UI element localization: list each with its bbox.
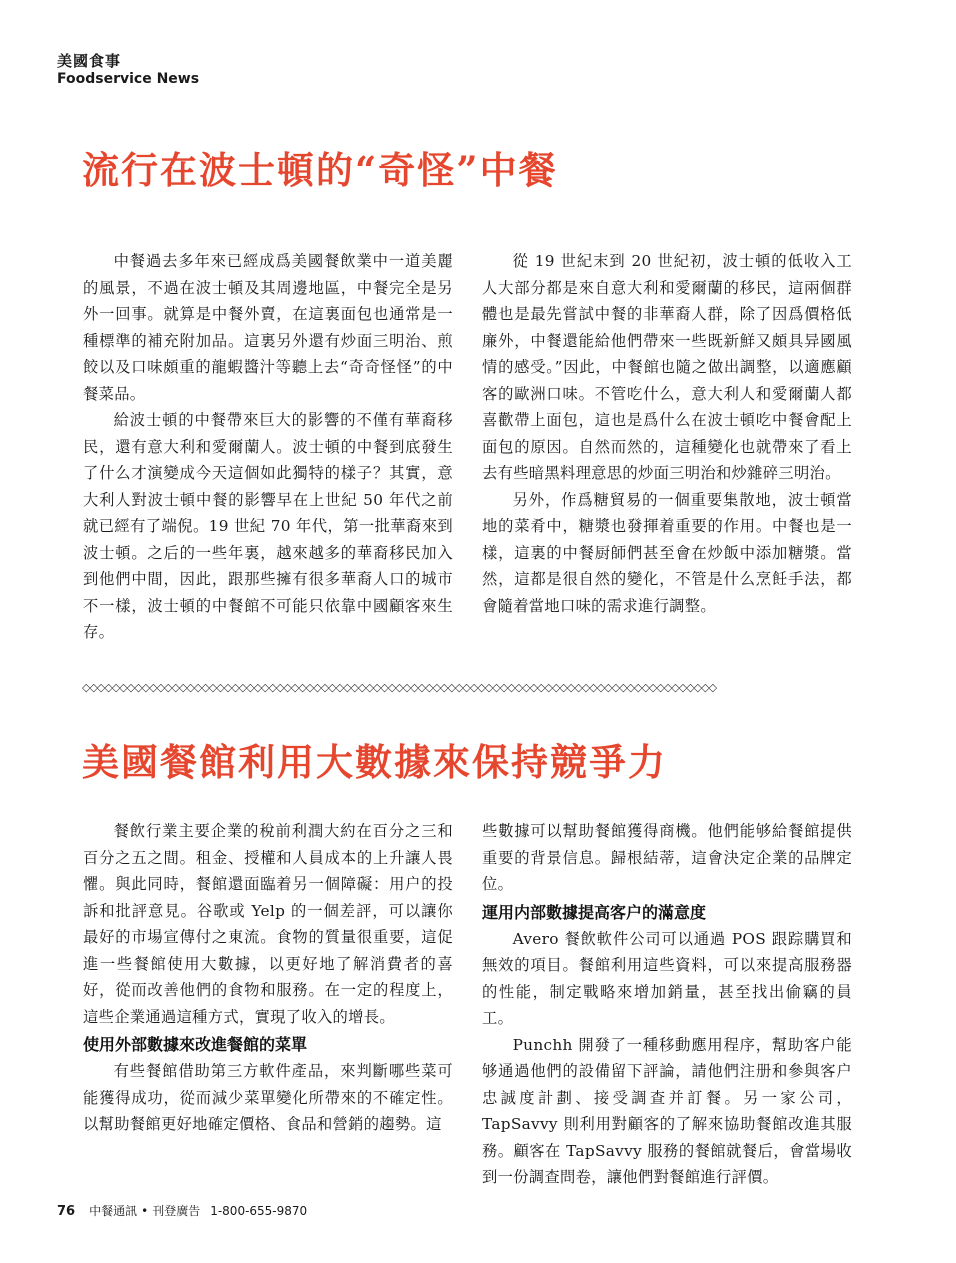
article-1-paragraph: 給波士頓的中餐帶來巨大的影響的不僅有華裔移民，還有意大利和愛爾蘭人。波士頓的中餐到底發生了什么才演變成今天這個如此獨特的樣子？其實，意大利人對波士頓中餐的影響早在上世紀 50 年代之前就已經有了端倪。19 世紀 70 年代，第一批華裔來到波士頓。之后的一些年裏，越來越多的華裔移民加入到他們中間，因此，跟那些擁有很多華裔人口的城市不一樣，波士頓的中餐館不可能只依靠中國顧客來生存。 <box>83 411 453 641</box>
article-2-column-left <box>83 818 453 1138</box>
article-1-paragraph: 從 19 世紀末到 20 世紀初，波士頓的低收入工人大部分都是來自意大利和愛爾蘭的移民，這兩個群體也是最先嘗試中餐的非華裔人群，除了因爲價格低廉外，中餐還能給他們帶來一些既新鮮又頗具异國風情的感受。”因此，中餐館也隨之做出調整，以適應顧客的歐洲口味。不管吃什么，意大利人和愛爾蘭人都喜歡帶上面包，這也是爲什么在波士頓吃中餐會配上面包的原因。自然而然的，這種變化也就帶來了看上去有些暗黑料理意思的炒面三明治和炒雜碎三明治。 <box>482 252 852 482</box>
section-name-chinese: 美國食事 <box>57 52 122 70</box>
article-1-column-left <box>83 248 453 646</box>
article-2-paragraph: Avero 餐飲軟件公司可以通過 POS 跟踪購買和無效的項目。餐館利用這些資料，可以來提高服務器的性能，制定戰略來增加銷量，甚至找出偷竊的員工。 <box>482 929 852 1027</box>
article-1-title: 流行在波士頓的“奇怪”中餐 <box>82 148 558 192</box>
section-header <box>57 52 199 88</box>
article-2-paragraph: Punchh 開發了一種移動應用程序，幫助客户能够通過他們的設備留下評論，請他們注册和參與客户忠誠度計劃、接受調查并訂餐。另一家公司，TapSavvy 則利用對顧客的了解來協助餐館改進其服務。顧客在 TapSavvy 服務的餐館就餐后，會當場收到一份調查問卷，讓他們對餐館進行評價。 <box>482 1035 852 1186</box>
diamond-divider: ◇◇◇◇◇◇◇◇◇◇◇◇◇◇◇◇◇◇◇◇◇◇◇◇◇◇◇◇◇◇◇◇◇◇◇◇◇◇◇◇◇◇◇◇◇◇◇◇◇◇◇◇◇◇◇◇◇◇◇◇◇◇◇◇◇◇◇◇◇◇◇◇◇◇◇◇◇◇◇◇◇◇◇◇◇ <box>82 681 717 694</box>
page-number: 76 <box>57 1204 76 1219</box>
section-name-english: Foodservice News <box>57 71 200 87</box>
article-1-column-right <box>482 248 852 619</box>
publication-name: 中餐通訊 <box>89 1204 138 1218</box>
article-1-paragraph: 另外，作爲糖貿易的一個重要集散地，波士頓當地的菜肴中，糖漿也發揮着重要的作用。中餐也是一樣，這裏的中餐厨師們甚至會在炒飯中添加糖漿。當然，這都是很自然的變化，不管是什么烹飪手法，都會隨着當地口味的需求進行調整。 <box>482 490 852 615</box>
article-2-paragraph: 些數據可以幫助餐館獲得商機。他們能够給餐館提供重要的背景信息。歸根結蒂，這會決定企業的品牌定位。 <box>482 822 852 893</box>
phone-number: 1-800-655-9870 <box>210 1204 308 1218</box>
subheading-external-data: 使用外部數據來改進餐館的菜單 <box>83 1035 308 1054</box>
subheading-internal-data: 運用内部數據提高客户的滿意度 <box>482 902 707 922</box>
article-2-title: 美國餐館利用大數據來保持競爭力 <box>82 740 667 784</box>
page-footer <box>57 1203 307 1220</box>
article-2-paragraph: 有些餐館借助第三方軟件產品，來判斷哪些菜可能獲得成功，從而減少菜單變化所帶來的不確定性。以幫助餐館更好地確定價格、食品和營銷的趨勢。這 <box>83 1062 453 1133</box>
article-2-paragraph: 餐飲行業主要企業的稅前利潤大約在百分之三和百分之五之間。租金、授權和人員成本的上升讓人畏懼。與此同時，餐館還面臨着另一個障礙：用户的投訴和批評意見。谷歌或 Yelp 的一個差評，可以讓你最好的市場宣傳付之東流。食物的質量很重要，這促進一些餐館使用大數據，以更好地了解消費者的喜好，從而改善他們的食物和服務。在一定的程度上，這些企業通過這種方式，實現了收入的增長。 <box>83 822 453 1026</box>
article-1-paragraph: 中餐過去多年來已經成爲美國餐飲業中一道美麗的風景，不過在波士頓及其周邊地區，中餐完全是另外一回事。就算是中餐外賣，在這裏面包也通常是一種標準的補充附加品。這裏另外還有炒面三明治、煎餃以及口味頗重的龍蝦醬汁等聽上去“奇奇怪怪”的中餐菜品。 <box>83 252 453 403</box>
article-2-column-right <box>482 818 852 1191</box>
advertising-label: 刊登廣告 <box>152 1204 201 1218</box>
footer-separator: • <box>141 1204 149 1218</box>
